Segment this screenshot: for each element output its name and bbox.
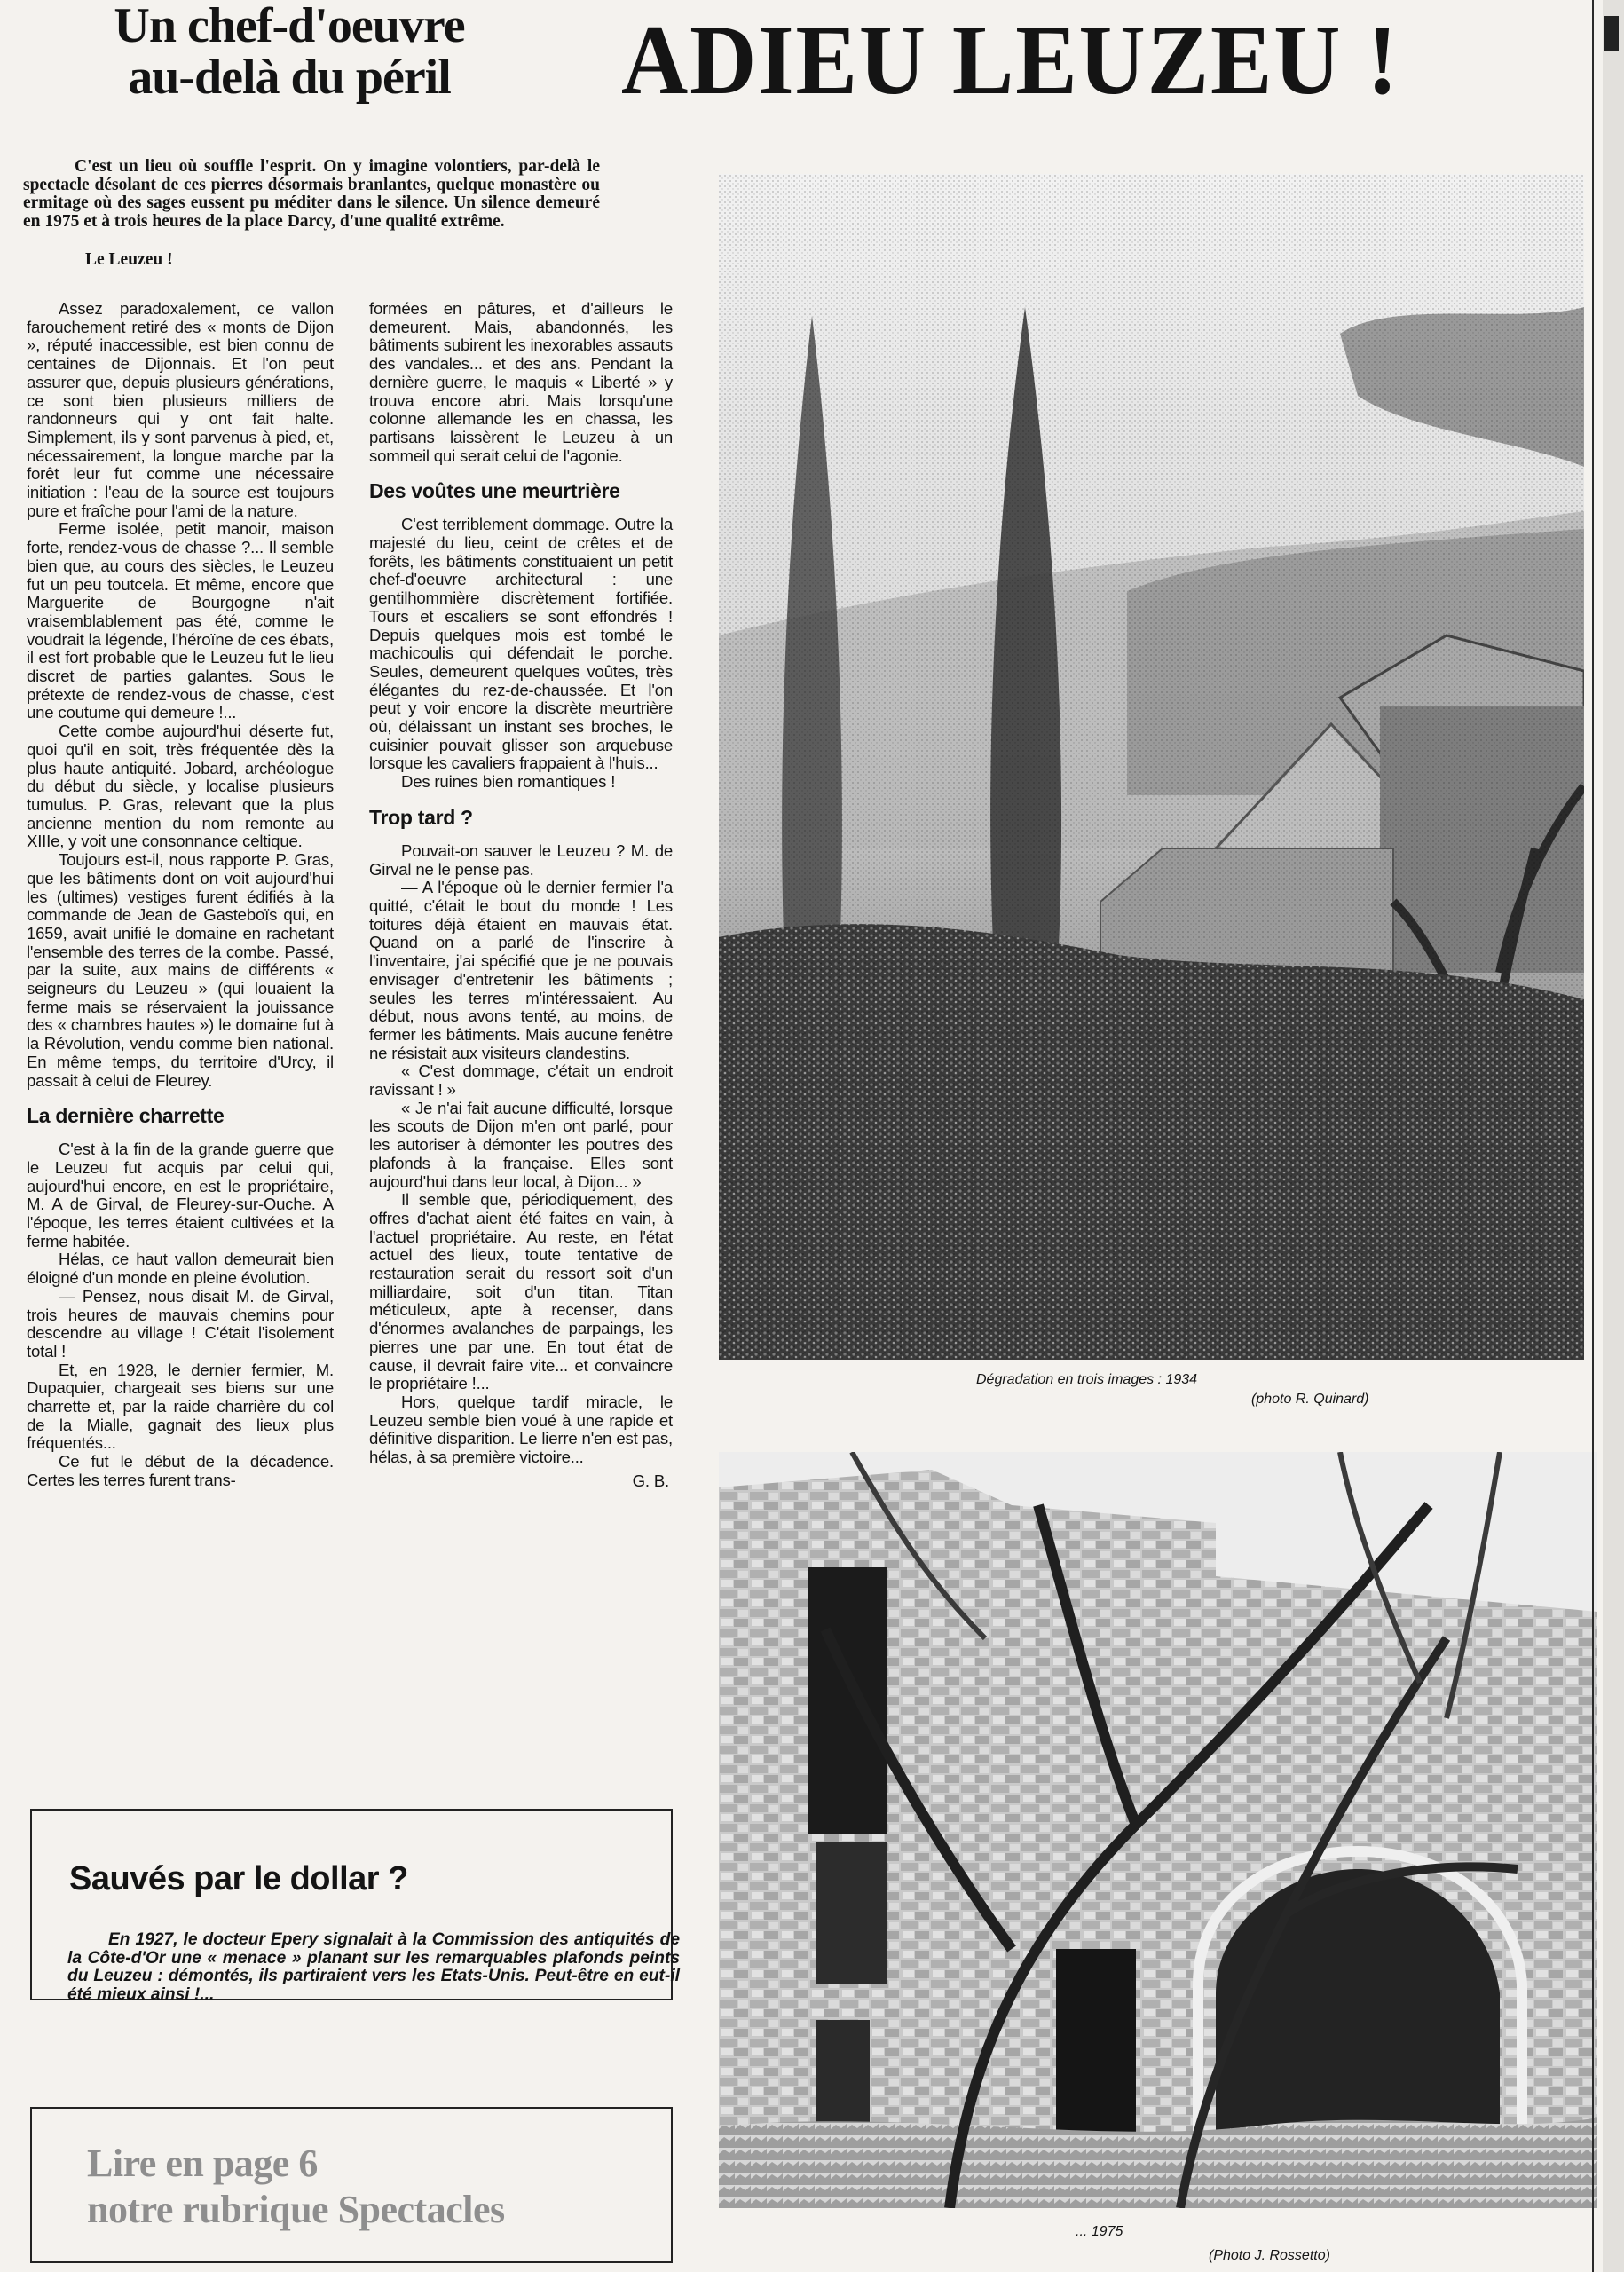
lede-signoff: Le Leuzeu ! <box>85 250 173 269</box>
paragraph: Et, en 1928, le dernier fermier, M. Dupaquier, chargeait ses biens sur une charrette et, par la raide charrière du col de la Mialle, gagnait des lieux plus fréquentés... <box>27 1360 334 1453</box>
photo-1934-image <box>719 174 1584 1360</box>
promo-line-1: Lire en page 6 <box>87 2142 318 2185</box>
paragraph: C'est terriblement dommage. Outre la majesté du lieu, ceint de crêtes et de forêts, les bâtiments constituaient un petit chef-d'oeuvre architectural : une gentilhommière discrètement fortifiée. Tours et escaliers se sont effondrés ! Depuis quelques mois est tombé le machicoulis qui défendait le porche. Seules, demeurent quelques voûtes, très élégantes du rez-de-chaussée. Et l'on peut y voir encore la discrète meurtrière où, délaissant un instant ses broches, le cuisinier pouvait glisser son arquebuse lorsque les cavaliers frappaient à l'huis... <box>369 515 673 773</box>
scan-edge-mark <box>1604 16 1619 51</box>
paragraph: Ferme isolée, petit manoir, maison forte, rendez-vous de chasse ?... Il semble bien que, au cours des siècles, le Leuzeu fut un peu toutcela. Et même, encore que Marguerite de Bourgogne n'ait vraisemblablement pas été, comme le voudrait la légende, l'héroïne de ces ébats, il est fort probable que le Leuzeu fut le lieu discret de parties galantes. Sous le prétexte de rendez-vous de chasse, c'est une coutume qui demeure !... <box>27 519 334 722</box>
article-column-2 <box>369 300 673 1490</box>
subhead-des-voutes: Des voûtes une meurtrière <box>369 479 620 503</box>
photo-1975 <box>719 1452 1597 2208</box>
paragraph: Ce fut le début de la décadence. Certes les terres furent trans- <box>27 1452 334 1489</box>
paragraph: « C'est dommage, c'était un endroit ravissant ! » <box>369 1061 673 1100</box>
paragraph: formées en pâtures, et d'ailleurs le demeurent. Mais, abandonnés, les bâtiments subirent les inexorables assauts des vandales... et des ans. Pendant la dernière guerre, le maquis « Liberté » y trouva encore abri. Mais lorsqu'une colonne allemande les en chassa, les partisans laissèrent le Leuzeu à un sommeil qui serait celui de l'agonie. <box>369 299 673 465</box>
photo-1975-credit: (Photo J. Rossetto) <box>1209 2248 1330 2263</box>
sidebar-text: En 1927, le docteur Epery signalait à la Commission des antiquités de la Côte-d'Or une « menace » planant sur les remarquables plafonds peints du Leuzeu : démontés, ils partiraient vers les Etats-Unis. Peut-être en eut-il été mieux ainsi !... <box>67 1930 680 2004</box>
headline: ADIEU LEUZEU ! <box>621 5 1399 115</box>
photo-1934 <box>719 174 1584 1360</box>
paragraph: C'est à la fin de la grande guerre que le Leuzeu fut acquis par celui qui, aujourd'hui encore, en est le propriétaire, M. A de Girval, de Fleurey-sur-Ouche. A l'époque, les terres étaient cultivées et la ferme habitée. <box>27 1140 334 1250</box>
subhead-derniere-charrette: La dernière charrette <box>27 1104 225 1128</box>
paragraph: Cette combe aujourd'hui déserte fut, quoi qu'il en soit, très fréquentée dès la plus haute antiquité. Jobard, archéologue du début du siècle, y localise plusieurs tumulus. P. Gras, relevant que la plus ancienne mention du nom remonte au XIIIe, y voit une consonnance celtique. <box>27 722 334 851</box>
article-signature: G. B. <box>632 1471 669 1490</box>
scan-edge-strip <box>1603 0 1624 2272</box>
photo-1934-credit: (photo R. Quinard) <box>1251 1392 1369 1407</box>
kicker-line-1: Un chef-d'oeuvre <box>114 0 465 53</box>
paragraph: — Pensez, nous disait M. de Girval, trois heures de mauvais chemins pour descendre au village ! C'était l'isolement total ! <box>27 1286 334 1361</box>
paragraph: — A l'époque où le dernier fermier l'a quitté, c'était le bout du monde ! Les toitures déjà étaient en mauvais état. Quand on a parlé de l'inscrire à l'inventaire, j'ai spécifié que je ne pouvais envisager d'entretenir les bâtiments ; seules les terres m'intéressaient. Au début, nous avons tenté, au moins, de fermer les bâtiments. Mais aucune fenêtre ne résistait aux visiteurs clandestins. <box>369 878 673 1062</box>
paragraph: « Je n'ai fait aucune difficulté, lorsque les scouts de Dijon m'en ont parlé, pour les autoriser à démonter les poutres des plafonds à la française. Elles sont aujourd'hui dans leur local, à Dijon... » <box>369 1098 673 1191</box>
photo-1975-caption: ... 1975 <box>1076 2224 1123 2239</box>
paragraph: Hélas, ce haut vallon demeurait bien éloigné d'un monde en pleine évolution. <box>27 1250 334 1288</box>
paragraph: Assez paradoxalement, ce vallon farouchement retiré des « monts de Dijon », réputé inaccessible, est bien connu de centaines de Dijonnais. Et l'on peut assurer que, depuis plusieurs générations, ce sont bien plusieurs milliers de randonneurs qui y ont fait halte. Simplement, ils y sont parvenus à pied, et, nécessairement, la longue marche par la forêt leur fut comme une nécessaire initiation : l'eau de la source est toujours pure et fraîche pour l'ami de la nature. <box>27 299 334 520</box>
scan-edge-line <box>1592 0 1594 2272</box>
paragraph: Il semble que, périodiquement, des offres d'achat aient été faites en vain, à l'actuel propriétaire. Au reste, en l'état actuel des lieux, toute tentative de restauration serait du ressort soit d'un milliardaire, soit d'un titan. Titan méticuleux, apte à recenser, dans d'énormes avalanches de parpaings, les pierres une par une. En tout état de cause, il devrait faire vite... et convaincre le propriétaire !... <box>369 1190 673 1393</box>
sidebar-title: Sauvés par le dollar ? <box>69 1860 408 1897</box>
promo-text <box>87 2141 655 2233</box>
paragraph: Pouvait-on sauver le Leuzeu ? M. de Girval ne le pense pas. <box>369 840 673 879</box>
paragraph: Hors, quelque tardif miracle, le Leuzeu semble bien voué à une rapide et définitive disparition. Le lierre n'en est pas, hélas, à sa première victoire... <box>369 1392 673 1467</box>
kicker-line-2: au-delà du péril <box>128 50 451 105</box>
paragraph: Toujours est-il, nous rapporte P. Gras, que les bâtiments dont on voit aujourd'hui les (ultimes) vestiges furent édifiés à la commande de Jean de Gasteboïs qui, en 1659, avait unifié le domaine en rachetant l'ensemble des terres de la combe. Passé, par la suite, aux mains de différents « seigneurs du Leuzeu » (qui louaient la ferme mais se réservaient la jouissance des « chambres hautes ») le domaine fut à la Révolution, vendu comme bien national. En même temps, du territoire d'Urcy, il passait à celui de Fleurey. <box>27 850 334 1090</box>
subhead-trop-tard: Trop tard ? <box>369 805 473 829</box>
sidebar-box <box>30 1809 680 2004</box>
photo-1934-caption: Dégradation en trois images : 1934 <box>976 1372 1198 1387</box>
paragraph: Des ruines bien romantiques ! <box>401 772 616 792</box>
kicker <box>5 0 573 103</box>
promo-line-2: notre rubrique Spectacles <box>87 2188 505 2231</box>
article-column-1 <box>27 300 334 1490</box>
lede: C'est un lieu où souffle l'esprit. On y imagine volontiers, par-delà le spectacle désolant de ces pierres désormais branlantes, quelque monastère ou ermitage où des sages eussent pu méditer dans le silence. Un silence demeuré en 1975 et à trois heures de la place Darcy, d'une qualité extrême. <box>23 157 600 231</box>
photo-1975-image <box>719 1452 1597 2208</box>
promo-box <box>30 2107 673 2263</box>
